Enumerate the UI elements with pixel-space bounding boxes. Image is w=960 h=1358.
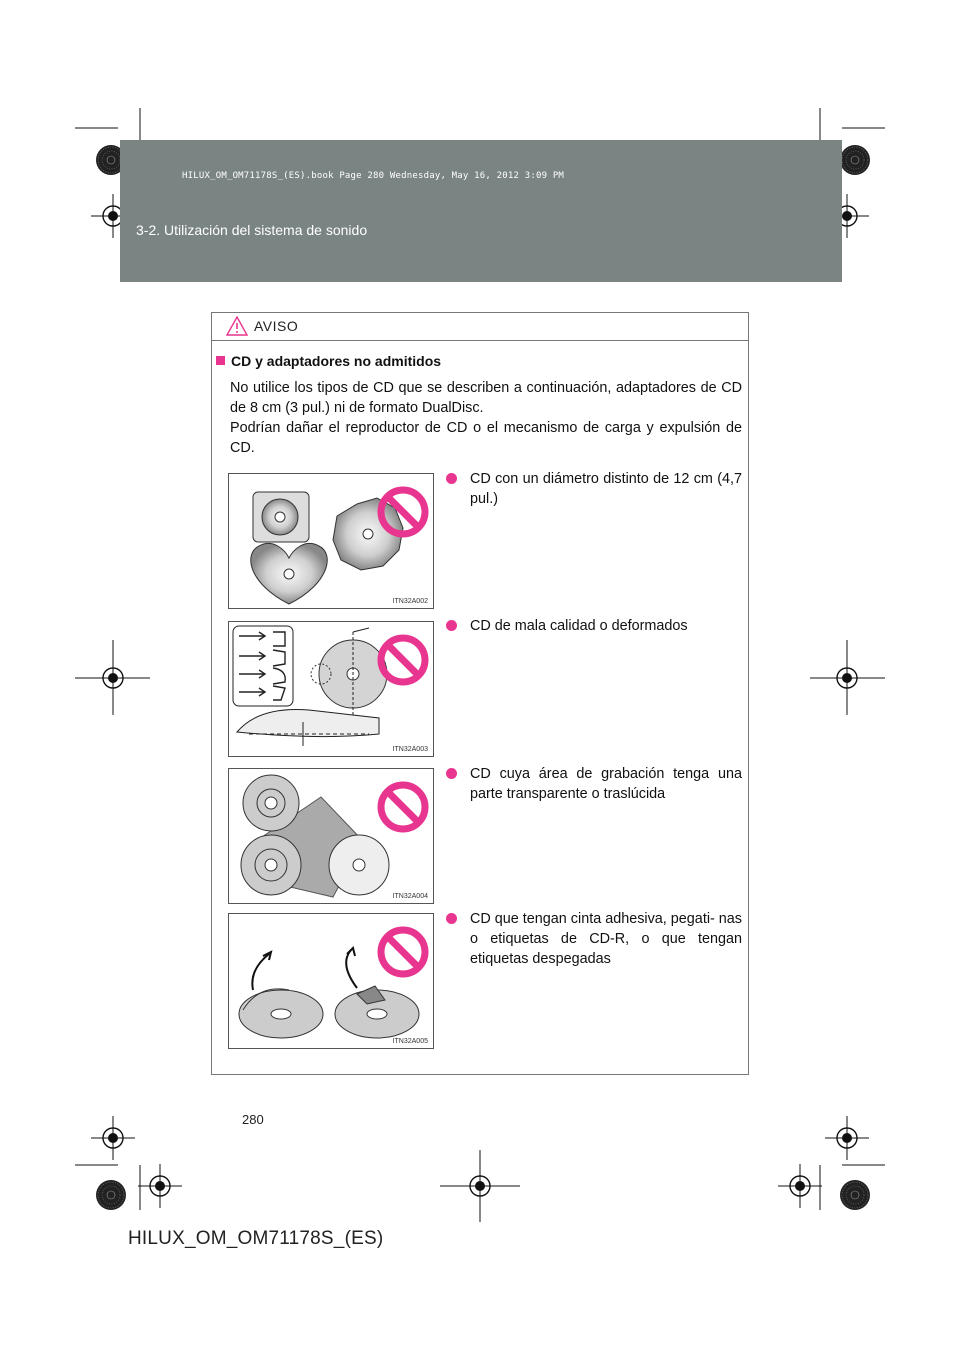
warning-subheading-text: CD y adaptadores no admitidos: [231, 353, 442, 369]
list-item-text: CD que tengan cinta adhesiva, pegati- nas o etiquetas de CD-R, o que tengan etiquetas despegadas: [470, 911, 743, 967]
figure-deformed-cds: [228, 621, 434, 757]
warning-title: AVISO: [254, 318, 299, 334]
warning-header: [212, 313, 748, 341]
figure-code: ITN32A003: [392, 746, 428, 753]
list-item: [446, 764, 742, 804]
list-item-text: CD con un diámetro distinto de 12 cm (4,7 pul.): [470, 471, 742, 507]
warning-body: [230, 378, 742, 458]
section-title: 3-2. Utilización del sistema de sonido: [136, 222, 368, 238]
list-item-text: CD cuya área de grabación tenga una parte transparente o traslúcida: [470, 766, 742, 802]
prohibition-icon: [229, 622, 435, 758]
list-item-text: CD de mala calidad o deformados: [470, 618, 688, 634]
print-slug: HILUX_OM_OM71178S_(ES).book Page 280 Wednesday, May 16, 2012 3:09 PM: [182, 171, 565, 181]
bullet-dot-icon: [446, 768, 457, 779]
figure-odd-shaped-cds: [228, 473, 434, 609]
figure-code: ITN32A005: [392, 1038, 428, 1045]
prohibition-icon: [229, 474, 435, 610]
square-bullet-icon: [216, 356, 225, 365]
list-item: [446, 616, 742, 636]
page-number: 280: [242, 1112, 264, 1127]
document-id: HILUX_OM_OM71178S_(ES): [128, 1228, 384, 1249]
figure-code: ITN32A004: [392, 893, 428, 900]
warning-triangle-icon: [226, 316, 248, 336]
list-item: [446, 909, 742, 969]
figure-labeled-cds: [228, 913, 434, 1049]
figure-transparent-cds: [228, 768, 434, 904]
bullet-dot-icon: [446, 620, 457, 631]
figure-code: ITN32A002: [392, 598, 428, 605]
header-band: [120, 140, 842, 282]
warning-paragraph: No utilice los tipos de CD que se describen a continuación, adaptadores de CD de 8 cm (3 pul.) ni de formato DualDisc.: [230, 380, 742, 416]
warning-paragraph: Podrían dañar el reproductor de CD o el mecanismo de carga y expulsión de CD.: [230, 420, 742, 456]
prohibition-icon: [229, 914, 435, 1050]
warning-subheading: [216, 353, 441, 369]
bullet-dot-icon: [446, 473, 457, 484]
bullet-dot-icon: [446, 913, 457, 924]
list-item: [446, 469, 742, 509]
prohibition-icon: [229, 769, 435, 905]
